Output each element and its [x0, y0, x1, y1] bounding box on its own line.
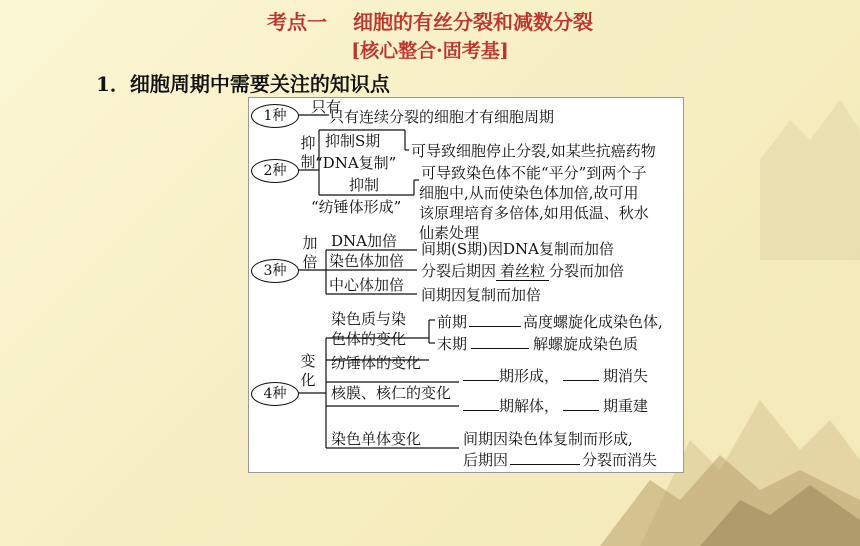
- two-item2-a: “DNA复制”: [315, 154, 397, 172]
- four-item1-r2-b: 解螺旋成染色质: [533, 335, 639, 353]
- blank-prophase: [469, 312, 521, 327]
- three-item2-fill: 着丝粒: [496, 262, 549, 281]
- four-item4-r2: [463, 450, 657, 469]
- four-item3-r-a: 期解体，: [499, 397, 560, 415]
- four-item3: 核膜、核仁的变化: [331, 384, 452, 402]
- blank-spindle-form: [463, 366, 499, 381]
- three-item1: DNA加倍: [331, 232, 397, 250]
- four-branch: 变化: [300, 352, 316, 389]
- blank-telophase: [471, 334, 529, 349]
- two-item2-result-3: 该原理培育多倍体,如用低温、秋水: [419, 204, 649, 222]
- category-four-label: 4种: [251, 382, 299, 406]
- two-item2-result-1: 可导致染色体不能“平分”到两个子: [421, 164, 647, 182]
- four-item1-r1-b: 高度螺旋化成染色体,: [523, 313, 663, 331]
- two-item2-c: “纺锤体形成”: [311, 198, 402, 216]
- four-item1-r1: [437, 312, 663, 331]
- four-item4-r1: 间期因染色体复制而形成,: [463, 430, 633, 448]
- four-item1-a: 染色质与染: [331, 310, 407, 328]
- two-item2-result-2: 细胞中,从而使染色体加倍,故可用: [419, 184, 639, 202]
- four-item4: 染色单体变化: [331, 430, 422, 448]
- three-item2: 染色体加倍: [329, 252, 405, 270]
- page-subtitle: [核心整合·固考基]: [351, 40, 509, 62]
- three-item1-result: 间期(S期)因DNA复制而加倍: [421, 240, 614, 258]
- four-item3-result: [463, 396, 648, 415]
- two-branch: 抑制: [300, 134, 316, 171]
- category-one-label: 1种: [251, 104, 299, 128]
- title-part1: 考点一: [267, 10, 327, 34]
- four-item4-r2-b: 分裂而消失: [582, 451, 658, 469]
- two-item1: 抑制S期: [325, 132, 381, 150]
- one-text: 只有连续分裂的细胞才有细胞周期: [329, 108, 555, 126]
- two-item2-result-4: 仙素处理: [419, 224, 480, 242]
- category-three-label: 3种: [251, 259, 299, 283]
- four-item1-r2-a: 末期: [437, 335, 468, 353]
- three-item2-result: [421, 262, 624, 280]
- blank-spindle-vanish: [563, 366, 599, 381]
- four-item1-b: 色体的变化: [331, 330, 407, 348]
- four-item1-r2: [437, 334, 638, 353]
- three-item3-result: 间期因复制而加倍: [421, 286, 542, 304]
- category-two-label: 2种: [251, 159, 299, 183]
- four-item4-r2-a: 后期因: [463, 451, 509, 469]
- three-branch: 加倍: [302, 234, 318, 271]
- four-item3-r-b: 期重建: [603, 397, 649, 415]
- blank-nuclear-dissolve: [463, 396, 499, 411]
- blank-chromatid-vanish: [510, 450, 580, 465]
- three-item2-result-b: 分裂而加倍: [549, 262, 625, 280]
- three-item3: 中心体加倍: [329, 276, 405, 294]
- blank-nuclear-rebuild: [563, 396, 599, 411]
- page-title: [0, 6, 860, 35]
- four-item1-r1-a: 前期: [437, 313, 468, 331]
- one-branch: 只有: [311, 98, 342, 116]
- section-heading: 1．细胞周期中需要关注的知识点: [96, 72, 390, 96]
- title-part2: 细胞的有丝分裂和减数分裂: [353, 10, 593, 34]
- two-item2-b: 抑制: [349, 176, 380, 194]
- four-item2-result: [463, 366, 648, 385]
- three-item2-result-a: 分裂后期因: [421, 262, 497, 280]
- four-item2: 纺锤体的变化: [331, 354, 422, 372]
- four-item2-r-b: 期消失: [603, 367, 649, 385]
- two-item1-result: 可导致细胞停止分裂,如某些抗癌药物: [411, 142, 656, 160]
- cell-cycle-diagram: [248, 97, 684, 473]
- four-item2-r-a: 期形成，: [499, 367, 560, 385]
